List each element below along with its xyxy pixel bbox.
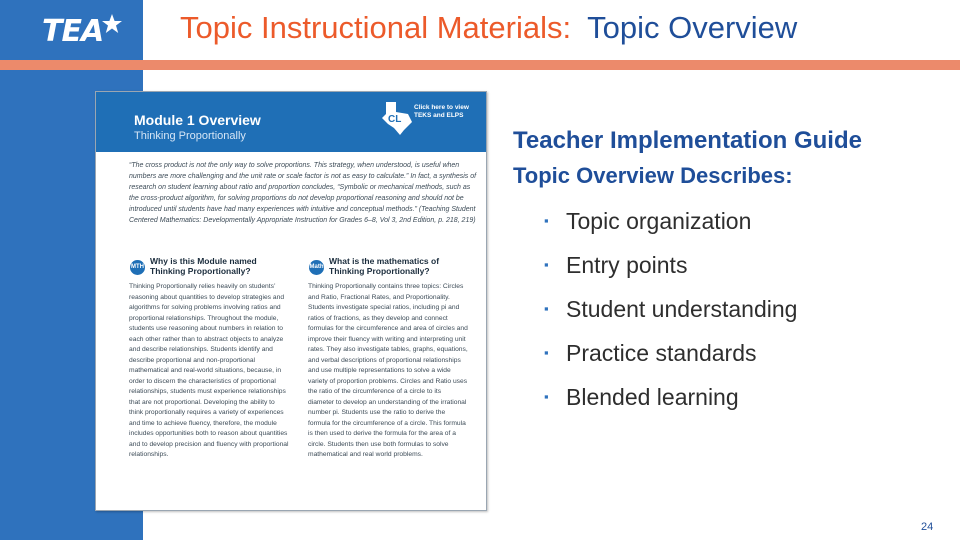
guide-title: Teacher Implementation Guide (513, 127, 862, 154)
header-accent-bar (0, 60, 960, 70)
click-here-link[interactable] (414, 104, 469, 120)
page-title-part1: Topic Instructional Materials: (180, 10, 572, 45)
texas-cl-icon[interactable] (378, 100, 414, 136)
module-subtitle: Thinking Proportionally (134, 130, 246, 142)
describes-label: Topic Overview Describes: (513, 163, 793, 188)
list-item-label: Student understanding (566, 296, 798, 322)
page-number: 24 (921, 521, 934, 533)
why-body-text: Thinking Proportionally relies heavily on students’ reasoning about quantities to develop strategies and algorithms for solving problems involving ratios and proportional relationships. Throughout the module, students use reasoning about numbers in relation to each other rather than to abstract objects to analyze and describe relationships. Students identify and describe proportional and non-proportional mathematical and real-world situations, because, in order to discern the characteristics of proportional relationships, students must experience relationships that are not proportional. Developing the ability to think proportionally requires a variety of experiences and time to achieve fluency, therefore, the module includes opportunities both to reason about quantities and to develop precision and fluency with proportional relationships. (129, 283, 289, 458)
bullet-icon: ▪ (544, 213, 549, 228)
why-heading: Why is this Module named Thinking Proportionally? (150, 256, 257, 276)
module-overview-thumbnail (95, 91, 487, 511)
bullet-icon: ▪ (544, 345, 549, 360)
bullet-icon: ▪ (544, 301, 549, 316)
list-item-label: Blended learning (566, 384, 739, 410)
list-item (544, 331, 797, 375)
list-item (544, 375, 797, 419)
math-heading: What is the mathematics of Thinking Proportionally? (329, 256, 440, 276)
tea-logo: TEA (42, 14, 104, 49)
star-icon (102, 14, 122, 34)
describes-list (544, 199, 797, 419)
module-title: Module 1 Overview (134, 112, 261, 128)
module-quote: “The cross product is not the only way to solve proportions. This strategy, when understood, is useful when numbers are more challenging and the unit rate or scale factor is not as easy to calculate.” In fact, a synthesis of research on student learning about ratio and proportion concludes, “Symbolic or mechanical methods, such as the cross-product algorithm, for solving proportions do not develop proportional reasoning and should not be introduced until students have had many experiences with intuitive and conceptual methods.” (Teaching Student Centered Mathematics: Developmentally Appropriate Instruction for Grades 6–8, Vol 3, 2nd Edition, p. 218, 219) (129, 162, 477, 224)
bullet-icon: ▪ (544, 257, 549, 272)
list-item (544, 243, 797, 287)
why-question-icon: MTH (130, 260, 145, 275)
list-item-label: Practice standards (566, 340, 757, 366)
list-item-label: Entry points (566, 252, 688, 278)
math-body-text: Thinking Proportionally contains three topics: Circles and Ratio, Fractional Rates, and Proportionality. Students investigate special ratios, including pi and ratios of fractions, as they develop and connect formulas for the circumference and area of circles and improve their fluency with writing and interpreting unit rates. They also investigate tables, graphs, equations, and verbal descriptions of proportional relationships and use multiple representations to solve a wide variety of proportion problems. Circles and Ratio uses the ratio of the circumference of a circle to its diameter to develop an understanding of the irrational number pi. Students use the ratio to derive the formula for the circumference of a circle. This formula is then used to derive the formula for the area of a circle. Students then use both formulas to solve mathematical and real world problems. (308, 283, 468, 458)
list-item (544, 199, 797, 243)
list-item-label: Topic organization (566, 208, 752, 234)
page-title-part2: Topic Overview (587, 10, 798, 45)
list-item (544, 287, 797, 331)
click-here-line2: TEKS and ELPS (414, 112, 464, 119)
page-title (180, 10, 797, 46)
bullet-icon: ▪ (544, 389, 549, 404)
cl-badge-text: CL (388, 114, 402, 125)
math-question-icon: Math (309, 260, 324, 275)
click-here-line1: Click here to view (414, 104, 469, 111)
